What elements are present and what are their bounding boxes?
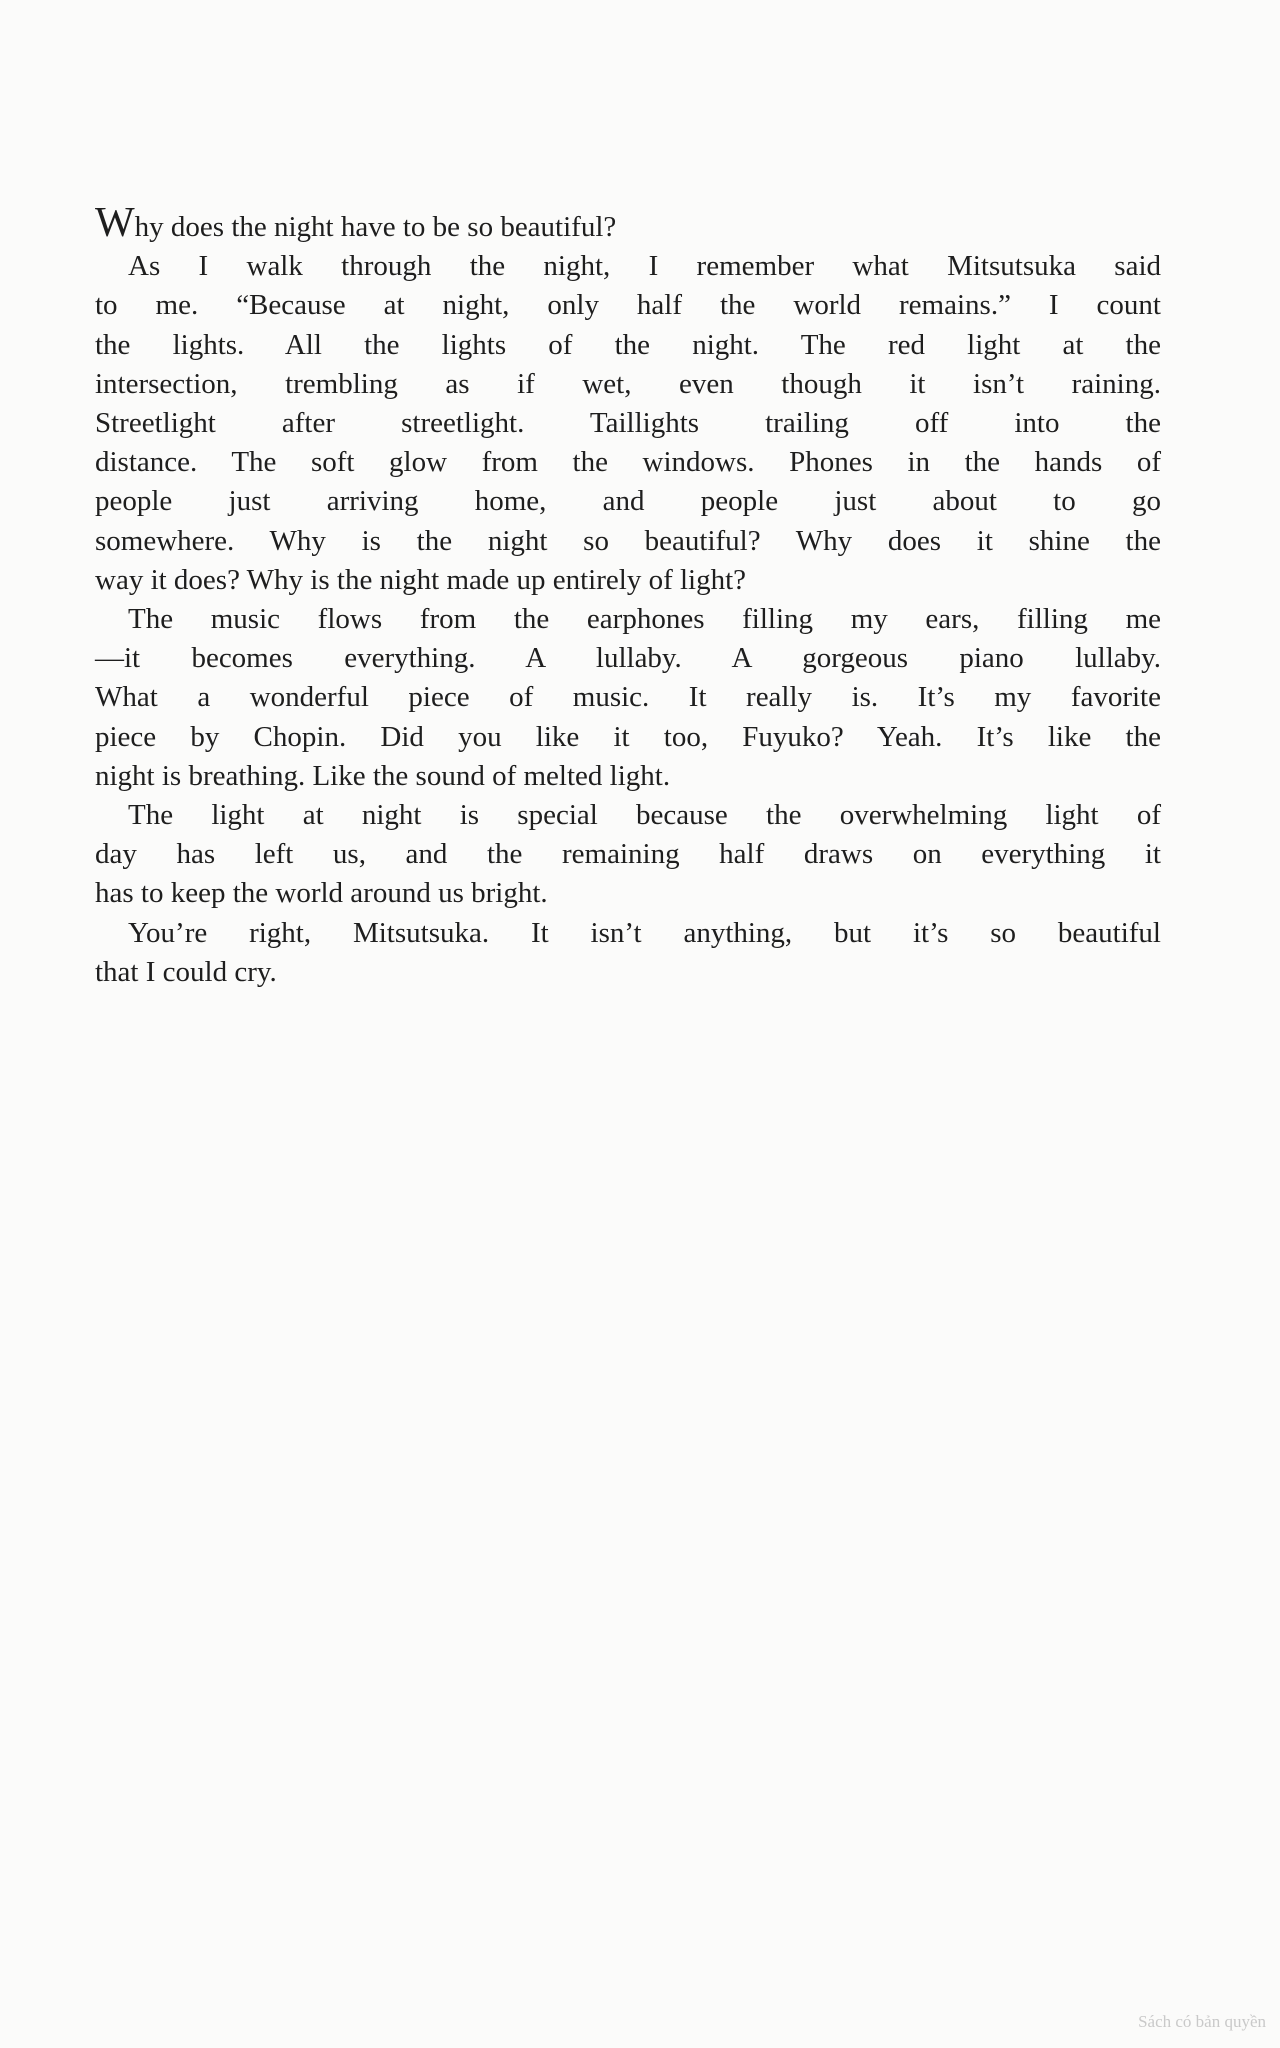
text-line: has to keep the world around us bright. [95,877,548,910]
text-line: distance. The soft glow from the windows. Phones in the hands of [95,446,1161,479]
text-line: to me. “Because at night, only half the world remains.” I count [95,289,1161,322]
paragraph [95,796,1161,914]
text-block [95,202,1161,992]
lead-capital: W [95,200,135,246]
text-line: You’re right, Mitsutsuka. It isn’t anything, but it’s so beautiful [128,916,1161,949]
opening-paragraph [95,202,1161,247]
text-line: day has left us, and the remaining half draws on everything it [95,838,1161,871]
text-line: somewhere. Why is the night so beautiful? Why does it shine the [95,524,1161,557]
text-line: way it does? Why is the night made up entirely of light? [95,563,747,596]
opening-line-text: hy does the night have to be so beautiful? [134,211,617,243]
paragraph [95,914,1161,992]
text-line: intersection, trembling as if wet, even though it isn’t raining. [95,367,1161,400]
text-line [95,202,1161,247]
text-line: What a wonderful piece of music. It really is. It’s my favorite [95,681,1161,714]
text-line: people just arriving home, and people just about to go [95,485,1161,518]
text-line: —it becomes everything. A lullaby. A gorgeous piano lullaby. [95,642,1161,675]
copyright-watermark: Sách có bản quyền [1138,2012,1266,2031]
text-line: As I walk through the night, I remember what Mitsutsuka said [128,250,1161,283]
text-line: night is breathing. Like the sound of melted light. [95,759,671,792]
paragraph [95,600,1161,796]
text-line: the lights. All the lights of the night. The red light at the [95,328,1161,361]
text-line: that I could cry. [95,955,277,988]
paragraph [95,247,1161,600]
text-line: Streetlight after streetlight. Taillights trailing off into the [95,407,1161,440]
text-line: The light at night is special because the overwhelming light of [128,799,1161,832]
text-line: The music flows from the earphones filling my ears, filling me [128,603,1161,636]
text-line: piece by Chopin. Did you like it too, Fuyuko? Yeah. It’s like the [95,720,1161,753]
